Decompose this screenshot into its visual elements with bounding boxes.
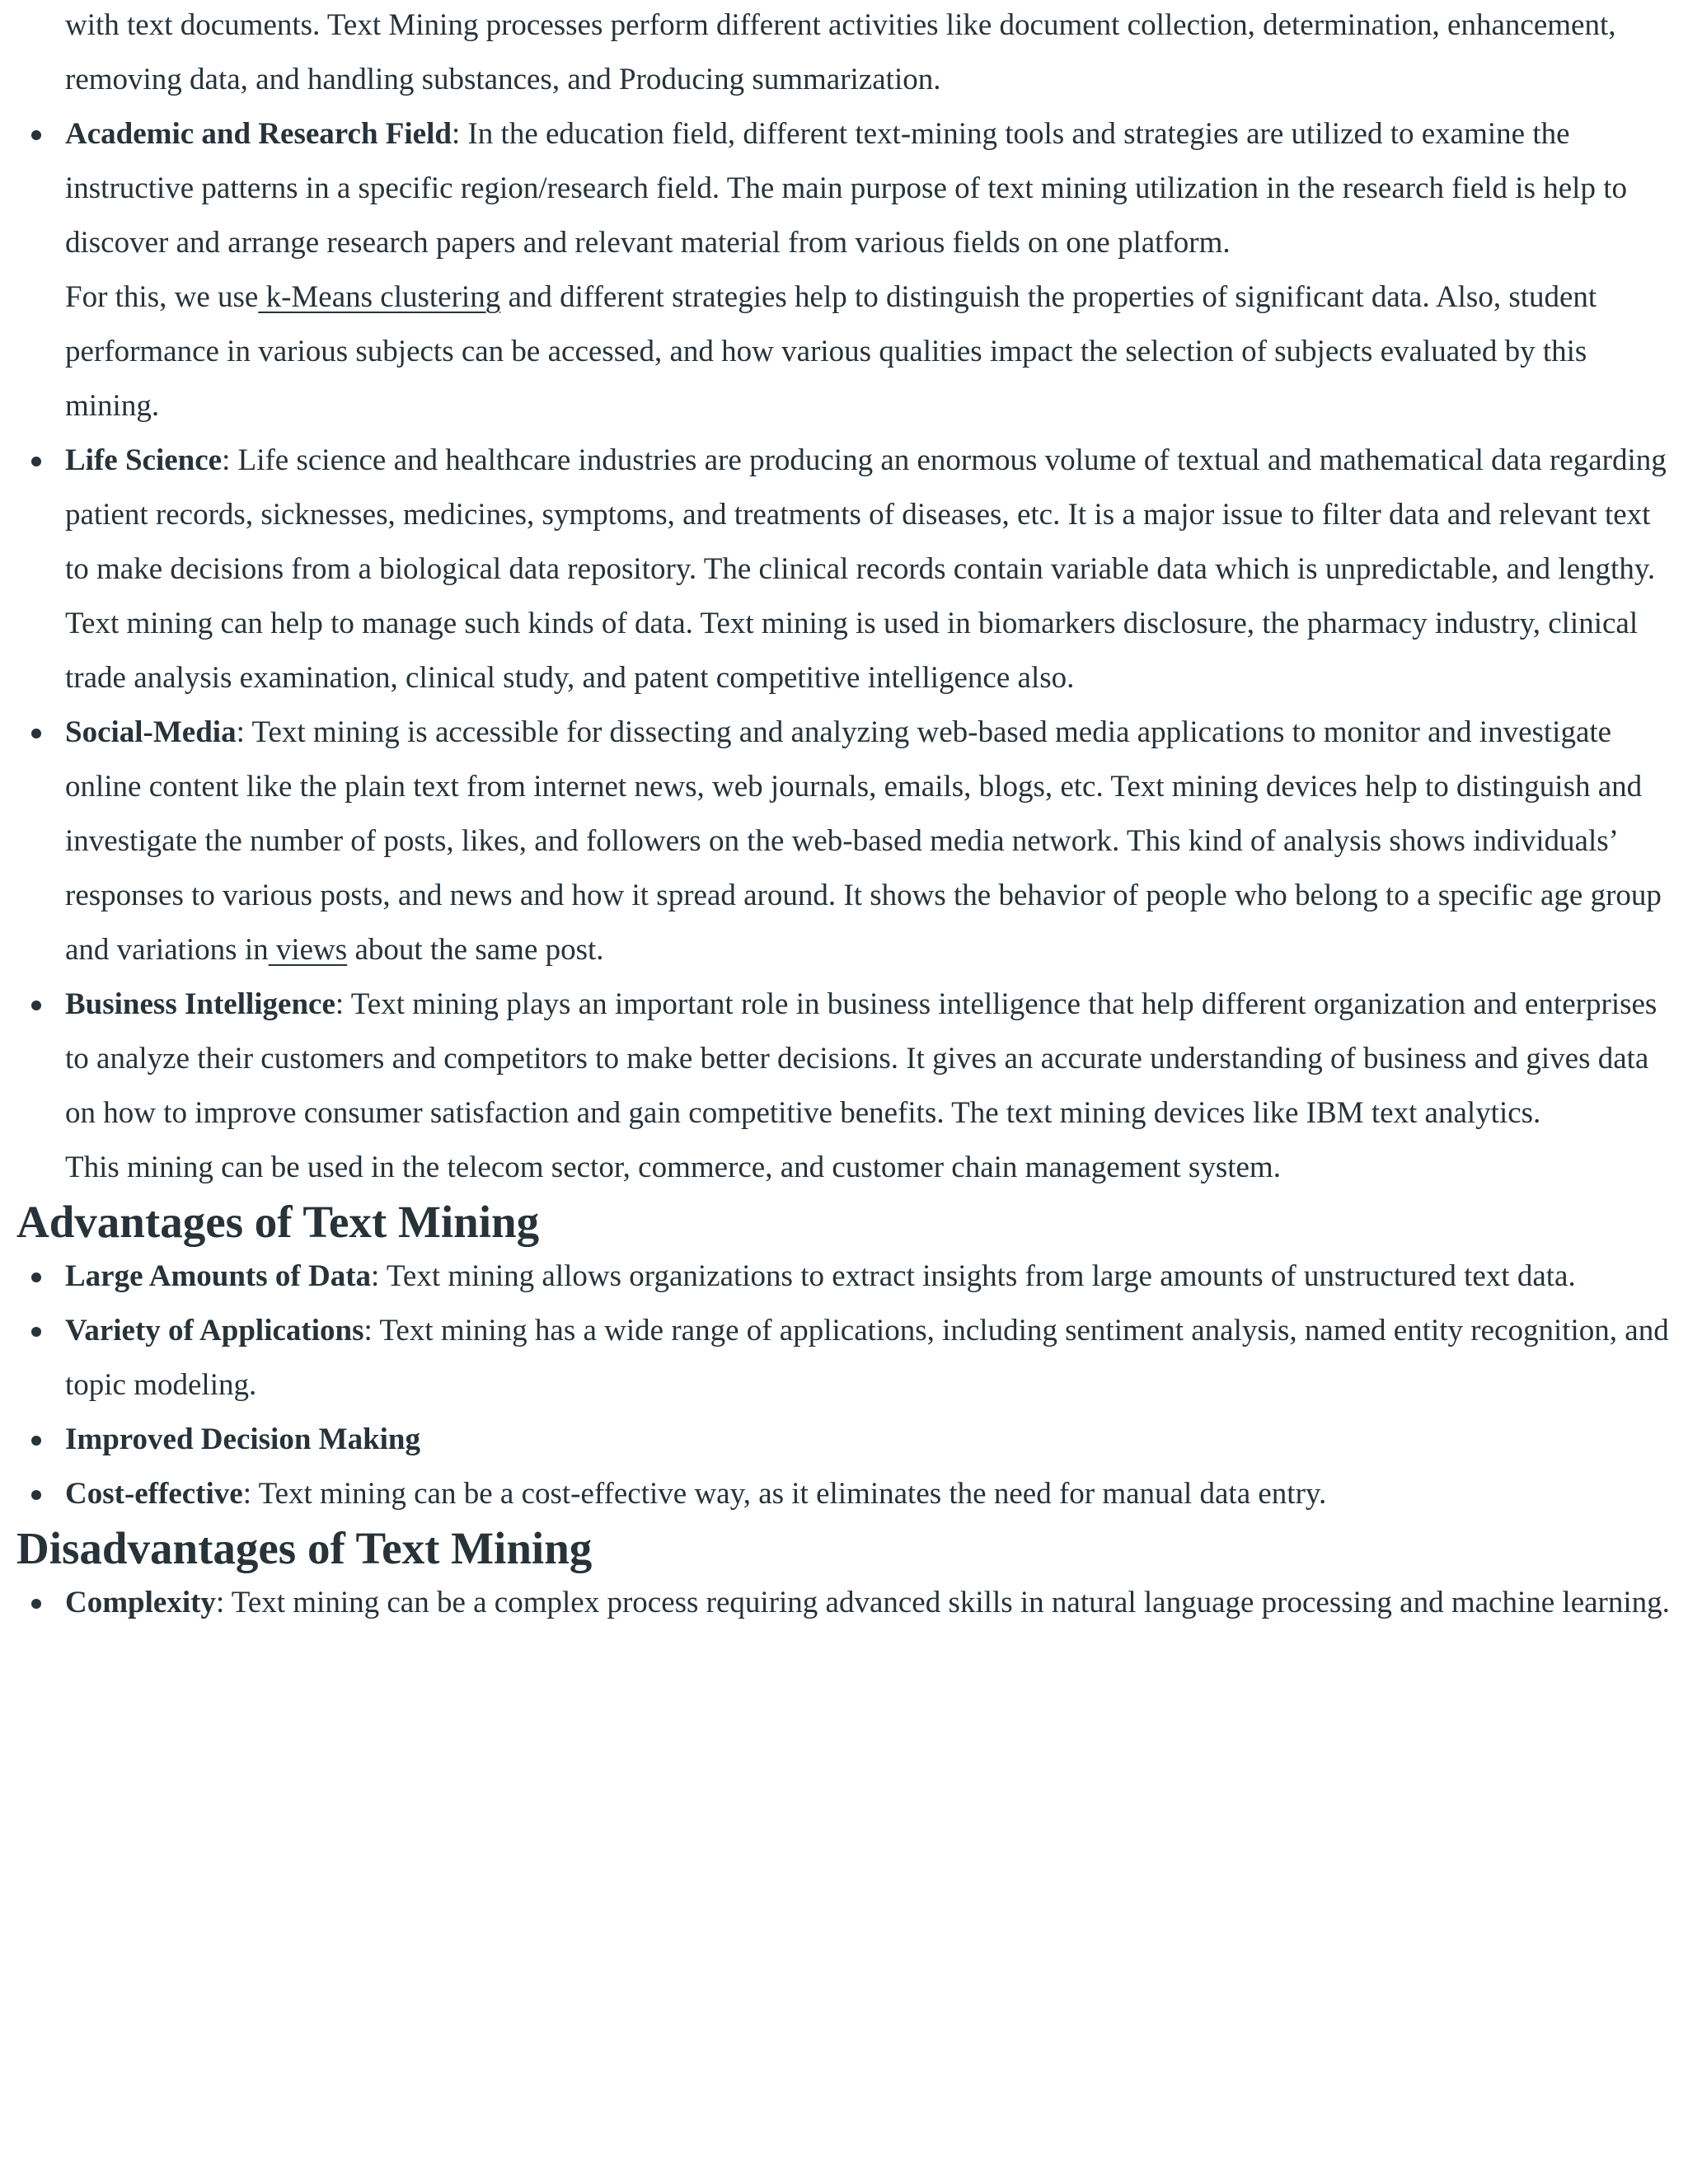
item-term: Improved Decision Making [65, 1422, 421, 1456]
item-term: Life Science [65, 443, 223, 477]
item-term: Social-Media [65, 715, 237, 749]
item-text: : Text mining allows organizations to extract insights from large amounts of unstructured text data. [371, 1259, 1576, 1293]
item-text: : Text mining can be a cost-effective way, as it eliminates the need for manual data entry. [242, 1477, 1327, 1511]
item-text: : In the education field, different text-mining tools and strategies are utilized to examine the instructive patterns in a specific region/research field. The main purpose of text mining utilization in the research field is help to discover and arrange research papers and relevant material from various fields on one platform. [65, 117, 1627, 260]
item-term: Academic and Research Field [65, 117, 452, 151]
item-term: Variety of Applications [65, 1314, 364, 1347]
item-text-after: about the same post. [347, 933, 604, 967]
applications-list [16, 107, 1673, 1195]
item-extra-paragraph [65, 270, 1673, 434]
item-extra-paragraph: This mining can be used in the telecom sector, commerce, and customer chain management system. [65, 1151, 1281, 1184]
list-item [16, 1576, 1673, 1630]
item-text: : Text mining plays an important role in business intelligence that help different organization and enterprises to analyze their customers and competitors to make better decisions. It gives an accurate understanding of business and gives data on how to improve consumer satisfaction and gain competitive benefits. The text mining devices like IBM text analytics. [65, 987, 1658, 1130]
item-term: Large Amounts of Data [65, 1259, 372, 1293]
item-text: : Text mining can be a complex process requiring advanced skills in natural language processing and machine learning. [215, 1586, 1670, 1619]
disadvantages-list [16, 1576, 1673, 1630]
list-item-academic-research [16, 107, 1673, 434]
list-item [16, 1413, 1673, 1467]
item-text: : Life science and healthcare industries are producing an enormous volume of textual and mathematical data regarding patient records, sicknesses, medicines, symptoms, and treatments of diseases, etc. It is a major issue to filter data and relevant text to make decisions from a biological data repository. The clinical records contain variable data which is unpredictable, and lengthy. Text mining can help to manage such kinds of data. Text mining is used in biomarkers disclosure, the pharmacy industry, clinical trade analysis examination, clinical study, and patent competitive intelligence also. [65, 443, 1667, 695]
item-extra-text: For this, we use [65, 280, 259, 314]
list-item [16, 1304, 1673, 1413]
disadvantages-heading: Disadvantages of Text Mining [16, 1523, 593, 1573]
advantages-list [16, 1249, 1673, 1521]
item-term: Business Intelligence [65, 987, 335, 1021]
advantages-heading: Advantages of Text Mining [16, 1197, 540, 1247]
k-means-clustering-link[interactable]: k-Means clustering [258, 280, 501, 314]
list-item-social-media [16, 705, 1673, 977]
list-item [16, 1249, 1673, 1304]
list-item [16, 1467, 1673, 1521]
item-term: Cost-effective [65, 1477, 243, 1511]
item-extra-text-after: and different strategies help to distinguish the properties of significant data. Also, student performance in various subjects can be accessed, and how various qualities impact the selection of subjects evaluated by this mining. [65, 280, 1597, 423]
views-link[interactable]: views [268, 933, 348, 967]
item-text: : Text mining has a wide range of applications, including sentiment analysis, named entity recognition, and topic modeling. [65, 1314, 1669, 1402]
item-text: : Text mining is accessible for dissecting and analyzing web-based media applications to monitor and investigate online content like the plain text from internet news, web journals, emails, blogs, etc. Text mining devices help to distinguish and investigate the number of posts, likes, and followers on the web-based media network. This kind of analysis shows individuals’ responses to various posts, and news and how it spread around. It shows the behavior of people who belong to a specific age group and variations in [65, 715, 1662, 967]
item-term: Complexity [65, 1586, 216, 1619]
list-item-life-science [16, 434, 1673, 705]
article-content [16, 0, 1673, 1630]
lead-paragraph: with text documents. Text Mining processes perform different activities like document collection, determination, enhancement, removing data, and handling substances, and Producing summarization. [65, 8, 1616, 96]
list-item-business-intelligence [16, 977, 1673, 1195]
